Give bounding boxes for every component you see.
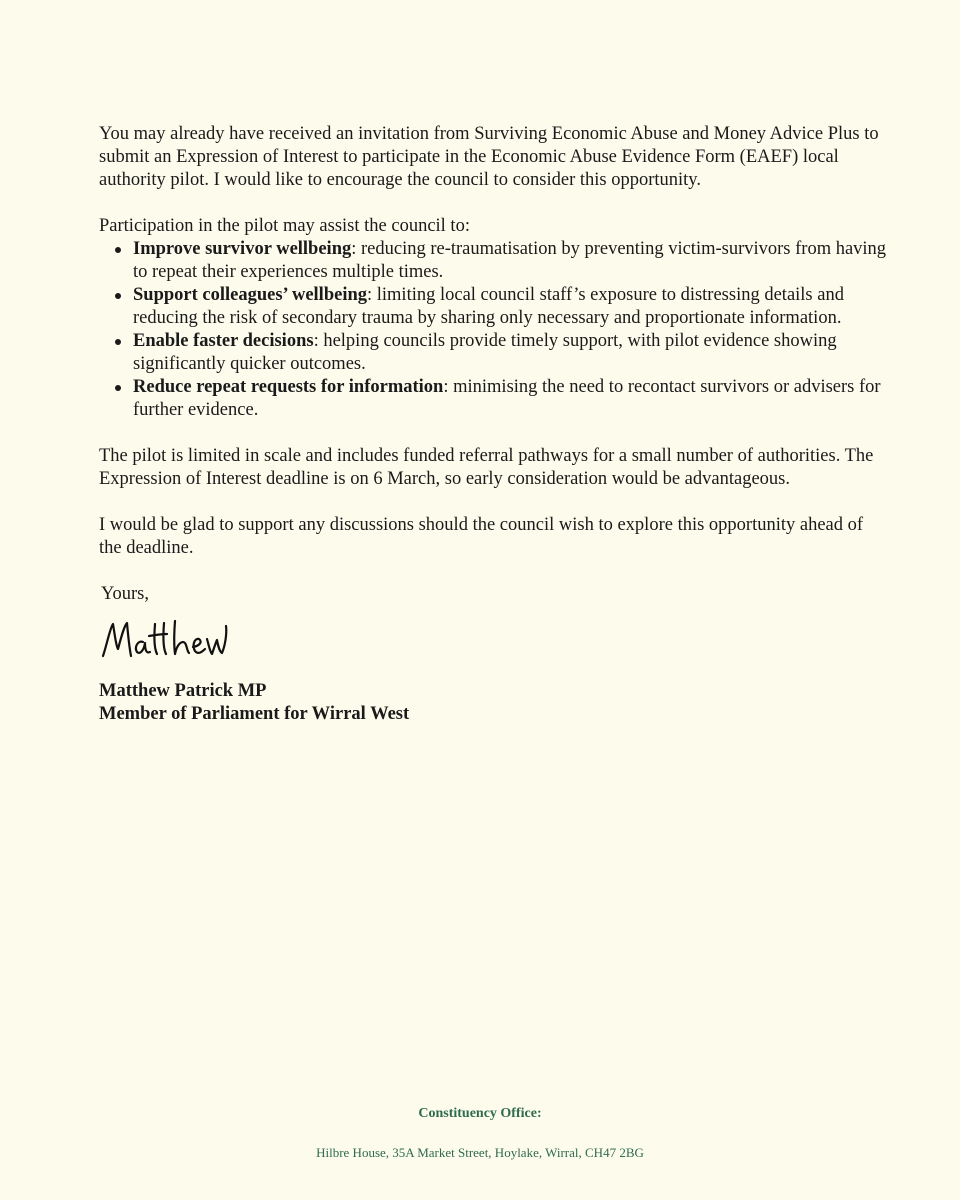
paragraph-gap (99, 422, 889, 445)
bullet-text: : helping councils provide timely support, with pilot evidence showing significantly quicker outcomes. (133, 331, 837, 374)
closing-salutation: Yours, (101, 584, 149, 604)
scale-paragraph: The pilot is limited in scale and includes funded referral pathways for a small number of authorities. The Expression of Interest deadline is on 6 March, so early consideration would be advantageous. (99, 446, 874, 489)
benefits-list (99, 238, 889, 422)
footer-office-title: Constituency Office: (418, 1106, 542, 1121)
list-item (99, 238, 889, 284)
paragraph-gap (99, 192, 889, 215)
bullet-title: Support colleagues’ wellbeing (133, 285, 367, 305)
bullet-text: : minimising the need to recontact survivors or advisers for further evidence. (133, 377, 881, 420)
bullet-title: Enable faster decisions (133, 331, 314, 351)
signatory-role: Member of Parliament for Wirral West (99, 704, 410, 724)
signatory-name: Matthew Patrick MP (99, 681, 267, 701)
paragraph-gap (99, 560, 889, 583)
list-item (99, 284, 889, 330)
list-item (99, 376, 889, 422)
handwritten-signature (99, 616, 239, 666)
list-item (99, 330, 889, 376)
list-lead: Participation in the pilot may assist the council to: (99, 216, 470, 236)
bullet-title: Improve survivor wellbeing (133, 239, 352, 259)
footer-office-address: Hilbre House, 35A Market Street, Hoylake, Wirral, CH47 2BG (316, 1145, 644, 1160)
bullet-text: : limiting local council staff’s exposure to distressing details and reducing the risk of secondary trauma by sharing only necessary and proportionate information. (133, 285, 844, 328)
paragraph-gap (99, 491, 889, 514)
signature-block (99, 680, 889, 726)
bullet-title: Reduce repeat requests for information (133, 377, 444, 397)
support-paragraph: I would be glad to support any discussions should the council wish to explore this opportunity ahead of the deadline. (99, 515, 864, 558)
intro-paragraph: You may already have received an invitation from Surviving Economic Abuse and Money Advice Plus to submit an Expression of Interest to participate in the Economic Abuse Evidence Form (EAEF) local authority pilot. I would like to encourage the council to consider this opportunity. (99, 124, 879, 190)
bullet-text: : reducing re-traumatisation by preventing victim-survivors from having to repeat their experiences multiple times. (133, 239, 887, 282)
letter-body (99, 123, 889, 726)
